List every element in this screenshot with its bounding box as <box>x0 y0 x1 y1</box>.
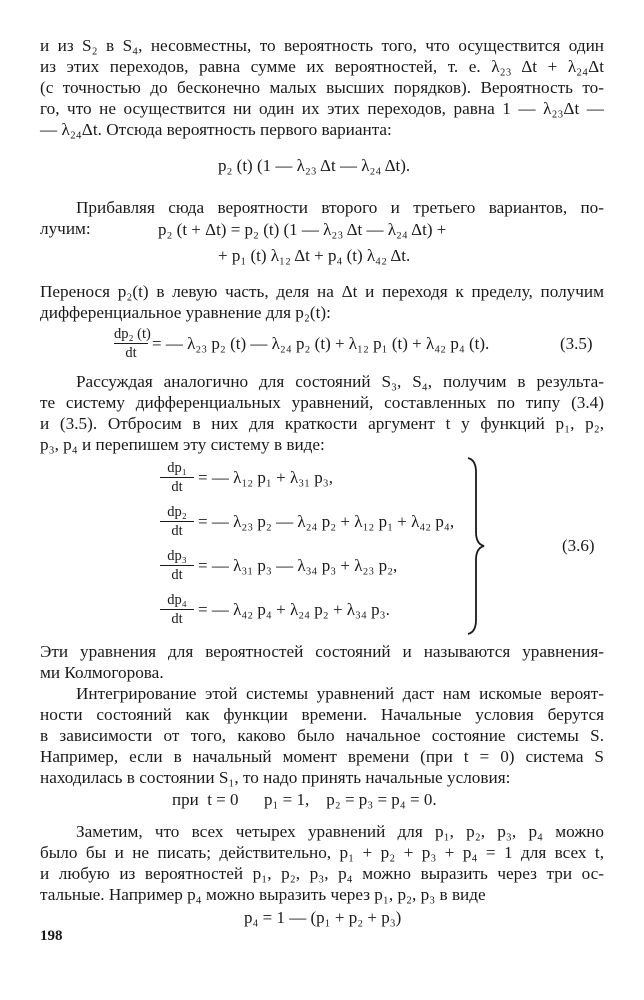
right-brace <box>464 456 488 636</box>
text-line: и (3.5). Отбросим в них для краткости аргумент t у функций p₁, p₂, <box>40 414 604 433</box>
text-line: из этих переходов, равна сумме их вероятностей, т. е. λ₂₃ Δt + λ₂₄Δt <box>40 57 604 76</box>
text-line: ности состояний как функции времени. Начальные условия берутся <box>40 705 604 724</box>
fraction-numerator: dp₁ <box>167 460 187 476</box>
system-equation-2: = — λ₂₃ p₂ — λ₂₄ p₂ + λ₁₂ p₁ + λ₄₂ p₄, <box>198 512 455 531</box>
fraction-numerator: dp₂ (t) <box>114 326 151 342</box>
fraction-numerator: dp₃ <box>167 548 187 564</box>
fraction-denominator: dt <box>171 523 183 539</box>
text-line: те систему дифференциальных уравнений, составленных по типу (3.4) <box>40 393 604 412</box>
fraction-bar <box>160 609 194 610</box>
formula-p4: p₄ = 1 — (p₁ + p₂ + p₃) <box>244 908 402 927</box>
fraction-denominator: dt <box>171 479 183 495</box>
fraction-denominator: dt <box>171 567 183 583</box>
fraction-bar <box>114 343 148 344</box>
text-line: в зависимости от того, каково было начальное состояние системы S. <box>40 726 604 745</box>
text-line: было бы и не писать; действительно, p₁ + p₂ + p₃ + p₄ = 1 для всех t, <box>40 843 604 862</box>
text-line: Интегрирование этой системы уравнений даст нам искомые вероят- <box>76 684 604 703</box>
formula-first-variant: p₂ (t) (1 — λ₂₃ Δt — λ₂₄ Δt). <box>218 156 411 175</box>
fraction-bar <box>160 521 194 522</box>
text-line: тальные. Например p₄ можно выразить через p₁, p₂, p₃ в виде <box>40 885 486 904</box>
text-line: Например, если в начальный момент времени (при t = 0) система S <box>40 747 604 766</box>
text-line: дифференциальное уравнение для p₂(t): <box>40 303 331 322</box>
formula-sum-line2: + p₁ (t) λ₁₂ Δt + p₄ (t) λ₄₂ Δt. <box>218 246 411 265</box>
text-line: находилась в состоянии S₁, то надо принять начальные условия: <box>40 768 511 787</box>
equation-3-5: = — λ₂₃ p₂ (t) — λ₂₄ p₂ (t) + λ₁₂ p₁ (t) + λ₄₂ p₄ (t). <box>152 334 490 353</box>
system-equation-3: = — λ₃₁ p₃ — λ₃₄ p₃ + λ₂₃ p₂, <box>198 556 398 575</box>
equation-number-3-5: (3.5) <box>560 334 593 353</box>
system-equation-1: = — λ₁₂ p₁ + λ₃₁ p₃, <box>198 468 333 487</box>
fraction-numerator: dp₄ <box>167 592 187 608</box>
formula-sum-line1: p₂ (t + Δt) = p₂ (t) (1 — λ₂₃ Δt — λ₂₄ Δt) + <box>158 220 447 239</box>
text-line: го, что не осуществится ни один их этих переходов, равна 1 — λ₂₃Δt — <box>40 99 604 118</box>
page-number: 198 <box>40 928 63 944</box>
fraction-numerator: dp₂ <box>167 504 187 520</box>
fraction-denominator: dt <box>171 611 183 627</box>
text-line: Перенося p₂(t) в левую часть, деля на Δt и переходя к пределу, получим <box>40 282 604 301</box>
text-line: Эти уравнения для вероятностей состояний и называются уравнения- <box>40 642 604 661</box>
text-line: Заметим, что всех четырех уравнений для p₁, p₂, p₃, p₄ можно <box>76 822 604 841</box>
text-line: (с точностью до бесконечно малых высших порядков). Вероятность то- <box>40 78 604 97</box>
text-line: — λ₂₄Δt. Отсюда вероятность первого варианта: <box>40 120 392 139</box>
text-line: и из S₂ в S₄, несовместны, то вероятность того, что осуществится один <box>40 36 604 55</box>
text-line: p₃, p₄ и перепишем эту систему в виде: <box>40 435 325 454</box>
initial-conditions: при t = 0 p₁ = 1, p₂ = p₃ = p₄ = 0. <box>172 790 437 809</box>
text-line: ми Колмогорова. <box>40 663 164 682</box>
fraction-bar <box>160 477 194 478</box>
text-line: и любую из вероятностей p₁, p₂, p₃, p₄ можно выразить через три ос- <box>40 864 604 883</box>
text-line: Прибавляя сюда вероятности второго и третьего вариантов, по- <box>76 198 604 217</box>
equation-number-3-6: (3.6) <box>562 536 595 555</box>
text-line: лучим: <box>40 219 91 238</box>
system-equation-4: = — λ₄₂ p₄ + λ₂₄ p₂ + λ₃₄ p₃. <box>198 600 390 619</box>
fraction-bar <box>160 565 194 566</box>
text-line: Рассуждая аналогично для состояний S₃, S₄, получим в результа- <box>76 372 604 391</box>
fraction-denominator: dt <box>125 345 137 361</box>
